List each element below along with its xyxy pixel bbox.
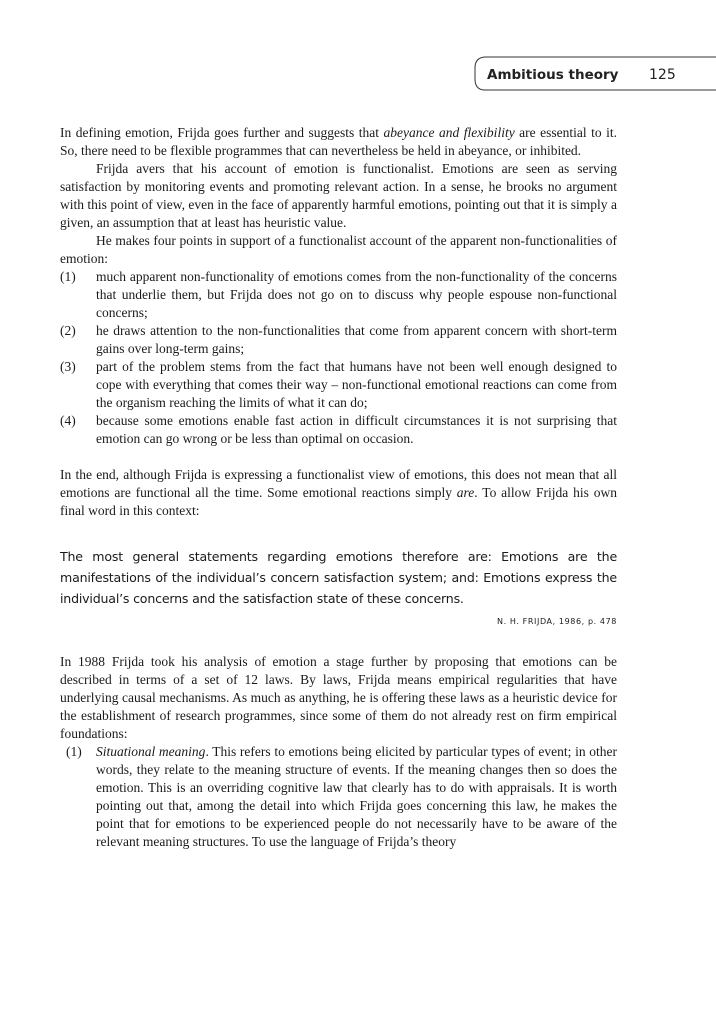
law-title: Situational meaning <box>96 744 206 759</box>
paragraph-functionalist: Frijda avers that his account of emotion is functionalist. Emotions are seen as serving satisfaction by monitoring events and promoting relevant action. In a sense, he brooks no argument with this point of view, even in the face of apparently harmful emotions, pointing out that it is simply a given, an assumption that at least has heuristic value. <box>60 161 617 230</box>
laws-list <box>60 743 617 851</box>
quote-text: The most general statements regarding emotions therefore are: Emotions are the manifestations of the individual’s concern satisfaction system; and: Emotions express the individual’s concerns and the satisfaction state of these concerns. <box>60 549 617 606</box>
list-item: (3) part of the problem stems from the fact that humans have not been well enough designed to cope with everything that comes their way – non-functional emotional reactions can come from the organism reaching the limits of what it can do; <box>60 359 617 410</box>
points-list <box>60 268 617 448</box>
list-item: (1) Situational meaning. This refers to emotions being elicited by particular types of event; in other words, they relate to the meaning structure of events. If the meaning changes then so does the emotion. This is an overriding cognitive law that clearly has to do with appraisals. It is worth pointing out that, among the detail into which Frijda goes concerning this law, he makes the point that for emotions to be experienced people do not necessarily have to be aware of the relevant meaning structures. To use the language of Frijda’s theory <box>66 744 618 849</box>
paragraph-laws: In 1988 Frijda took his analysis of emotion a stage further by proposing that emotions can be described in terms of a set of 12 laws. By laws, Frijda means empirical regularities that have underlying causal mechanisms. As much as anything, he is offering these laws as a heuristic device for the establishment of research programmes, since some of them do not already rest on firm empirical foundations: <box>60 654 617 741</box>
paragraph-four-points: He makes four points in support of a functionalist account of the apparent non-functionalities of emotion: <box>60 233 617 266</box>
running-title: Ambitious theory <box>487 67 619 83</box>
block-quote <box>60 546 617 631</box>
list-item: (1) much apparent non-functionality of emotions comes from the non-functionality of the concerns that underlie them, but Frijda does not go on to discuss why people espouse non-functional concerns; <box>60 269 617 320</box>
page-body <box>60 124 617 851</box>
list-item: (2) he draws attention to the non-functionalities that come from apparent concern with short-term gains over long-term gains; <box>60 323 617 356</box>
list-item: (4) because some emotions enable fast action in difficult circumstances it is not surprising that emotion can go wrong or be less than optimal on occasion. <box>60 413 617 446</box>
italic-term: abeyance and flexibility <box>383 125 515 140</box>
page-number: 125 <box>649 67 676 83</box>
running-header <box>471 54 716 92</box>
quote-attribution: N. H. FRIJDA, 1986, p. 478 <box>497 617 617 626</box>
paragraph-abeyance: In defining emotion, Frijda goes further and suggests that abeyance and flexibility are essential to it. So, there need to be flexible programmes that can nevertheless be held in abeyance, or inhibited. <box>60 125 617 158</box>
paragraph-closing: In the end, although Frijda is expressing a functionalist view of emotions, this does not mean that all emotions are functional all the time. Some emotional reactions simply are. To allow Frijda his own final word in this context: <box>60 467 617 518</box>
